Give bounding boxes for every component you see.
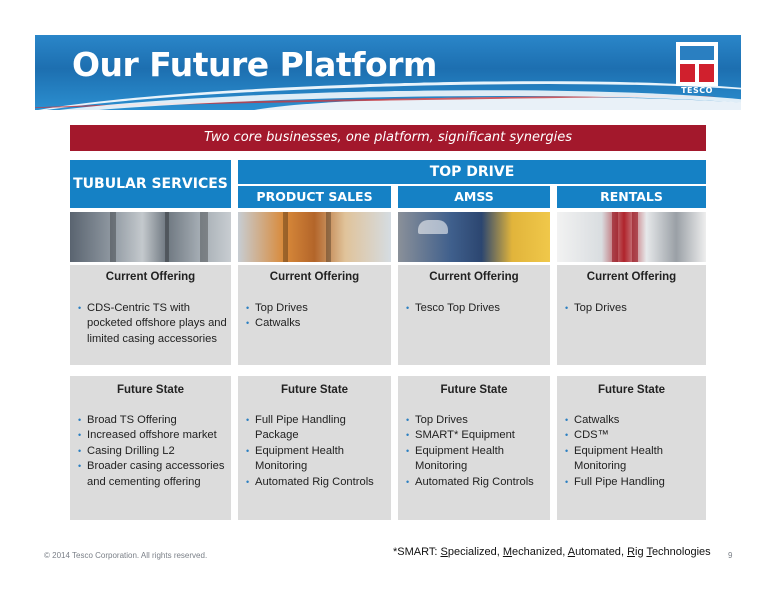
list-item: • Catwalks: [565, 413, 702, 428]
tubular-services-photo: [70, 212, 231, 262]
current-offering-product-sales: [238, 265, 391, 365]
smart-initial: M: [502, 546, 513, 558]
current-offering-heading: Current Offering: [105, 271, 196, 283]
rentals-photo: [557, 212, 706, 262]
column-header-tubular-services: TUBULAR SERVICES: [70, 160, 231, 208]
column-header-top-drive: TOP DRIVE: [238, 160, 706, 184]
list-item: • Broad TS Offering: [78, 413, 227, 428]
list-item: • Equipment Health Monitoring: [406, 444, 546, 475]
smart-word: echnologies: [651, 546, 711, 558]
list-item: • Top Drives: [565, 301, 702, 316]
smart-word: echanized: [512, 546, 563, 558]
list-item: • Equipment Health Monitoring: [565, 444, 702, 475]
smart-initial: A: [567, 546, 576, 558]
current-offering-tubular: [70, 265, 231, 365]
future-state-tubular: [70, 376, 231, 520]
current-offering-amss: [398, 265, 550, 365]
smart-initial: S: [440, 546, 448, 558]
list-item: • Broader casing accessories and cementing offering: [78, 459, 227, 490]
current-offering-heading: Current Offering: [269, 271, 360, 283]
list-item: • Full Pipe Handling Package: [246, 413, 387, 444]
list-item: • Top Drives: [406, 413, 546, 428]
future-state-rentals: [557, 376, 706, 520]
list-item: • Equipment Health Monitoring: [246, 444, 387, 475]
list-item: • Casing Drilling L2: [78, 444, 227, 459]
column-header-rentals: RENTALS: [557, 186, 706, 208]
future-state-amss: [398, 376, 550, 520]
current-offering-heading: Current Offering: [429, 271, 519, 283]
current-offering-heading: Current Offering: [586, 271, 677, 283]
column-header-product-sales: PRODUCT SALES: [238, 186, 391, 208]
smart-initial: R: [627, 546, 636, 558]
smart-initial: T: [646, 546, 652, 558]
list-item: • Tesco Top Drives: [406, 301, 546, 316]
future-state-heading: Future State: [440, 384, 508, 396]
smart-word: pecialized: [447, 546, 497, 558]
smart-footnote: *SMART: Specialized, Mechanized, Automated, Rig Technologies: [393, 546, 711, 558]
current-offering-rentals: [557, 265, 706, 365]
list-item: • Increased offshore market: [78, 428, 227, 443]
future-state-product-sales: [238, 376, 391, 520]
future-state-heading: Future State: [280, 384, 349, 396]
subtitle-bar: Two core businesses, one platform, significant synergies: [70, 125, 706, 151]
smart-word: ig: [635, 546, 644, 558]
product-sales-photo: [238, 212, 391, 262]
list-item: • CDS™: [565, 428, 702, 443]
smart-word: utomated: [575, 546, 621, 558]
list-item: • Top Drives: [246, 301, 387, 316]
logo-text: TESCO: [681, 86, 713, 95]
list-item: • Catwalks: [246, 316, 387, 331]
list-item: • Full Pipe Handling: [565, 475, 702, 490]
list-item: • SMART* Equipment: [406, 428, 546, 443]
list-item: • Automated Rig Controls: [246, 475, 387, 490]
future-state-heading: Future State: [116, 384, 185, 396]
smart-prefix: *SMART:: [393, 546, 441, 558]
amss-photo: [398, 212, 550, 262]
page-number: 9: [728, 551, 733, 560]
list-item: • CDS-Centric TS with pocketed offshore plays and limited casing accessories: [78, 301, 227, 347]
copyright-text: © 2014 Tesco Corporation. All rights reserved.: [44, 551, 208, 560]
page-title: Our Future Platform: [72, 45, 437, 84]
list-item: • Automated Rig Controls: [406, 475, 546, 490]
column-header-amss: AMSS: [398, 186, 550, 208]
future-state-heading: Future State: [597, 384, 666, 396]
tesco-logo: [676, 42, 718, 96]
